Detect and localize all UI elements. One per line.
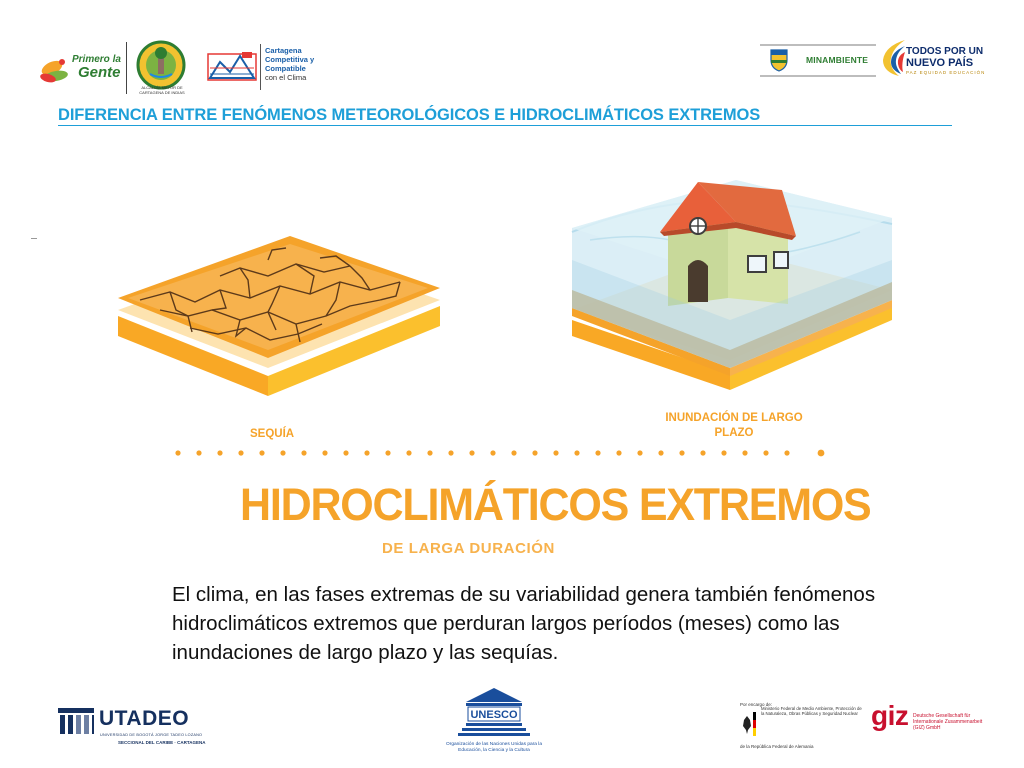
cartagena-climate-logo-icon: [206, 50, 258, 84]
utadeo-name: UTADEO: [99, 707, 190, 730]
cartagena-line3: Compatible: [265, 64, 306, 73]
primero-logo-line2: Gente: [78, 64, 121, 81]
slide-heading: DIFERENCIA ENTRE FENÓMENOS METEOROLÓGICOS E HIDROCLIMÁTICOS EXTREMOS: [58, 106, 761, 124]
unesco-caption: Organización de las Naciones Unidas para la Educación, la Ciencia y la Cultura: [446, 742, 542, 753]
label-sequia: SEQUÍA: [250, 428, 295, 440]
utadeo-mark-icon: [56, 706, 96, 736]
dotted-separator: [172, 446, 832, 460]
seal-caption: ALCALDÍA MAYOR DE CARTAGENA DE INDIAS: [139, 85, 185, 95]
stray-mark: [31, 238, 37, 239]
german-flag-icon: [753, 712, 756, 736]
hydroclimatic-title: HIDROCLIMÁTICOS EXTREMOS: [240, 480, 871, 531]
todos-por-un-nuevo-pais-flag-icon: [879, 38, 907, 78]
logo-divider: [126, 42, 127, 94]
heading-underline: [58, 125, 952, 126]
cartagena-line4: con el Clima: [265, 73, 307, 82]
utadeo-campus: SECCIONAL DEL CARIBE · CARTAGENA: [118, 740, 206, 745]
drought-cracked-ground-illustration: [100, 220, 450, 410]
utadeo-subtitle: UNIVERSIDAD DE BOGOTÁ JORGE TADEO LOZANO: [100, 733, 203, 737]
colombia-shield-icon: [768, 48, 790, 72]
unesco-temple-icon: [458, 686, 530, 738]
flooded-house-illustration: [560, 170, 905, 420]
cartagena-line1: Cartagena: [265, 46, 302, 55]
cartagena-line2: Competitiva y: [265, 55, 315, 64]
cartagena-divider: [260, 44, 261, 90]
todos-logo-tagline: PAZ EQUIDAD EDUCACIÓN: [906, 70, 986, 75]
german-eagle-icon: [742, 712, 752, 736]
unesco-name: UNESCO: [470, 709, 518, 721]
cartagena-logo-text: [265, 46, 335, 82]
todos-logo-line2: NUEVO PAÍS: [906, 57, 974, 69]
minambiente-label: MINAMBIENTE: [806, 55, 869, 65]
giz-logo: giz: [871, 700, 909, 731]
hydroclimatic-subtitle: DE LARGA DURACIÓN: [382, 540, 555, 557]
bmu-republic-text: de la República Federal de Alemania: [740, 744, 814, 749]
bmu-ministry-text: Ministerio Federal de Medio Ambiente, Protección de la Naturaleza, Obras Públicas y Seguridad Nuclear: [761, 706, 862, 717]
bmu-label: Por encargo de:: [740, 702, 773, 707]
primero-logo-line1: Primero la: [72, 54, 121, 65]
slide-body-text: El clima, en las fases extremas de su variabilidad genera también fenómenos hidroclimáticos extremos que perduran largos períodos (meses) como las inundaciones de largo plazo y las sequías.: [172, 583, 876, 664]
giz-text: Deutsche Gesellschaft für Internationale Zusammenarbeit (GIZ) GmbH: [913, 713, 983, 731]
cartagena-seal-icon: [136, 40, 186, 90]
todos-logo-line1: TODOS POR UN: [906, 46, 984, 57]
label-inundacion: INUNDACIÓN DE LARGO PLAZO: [665, 412, 803, 439]
